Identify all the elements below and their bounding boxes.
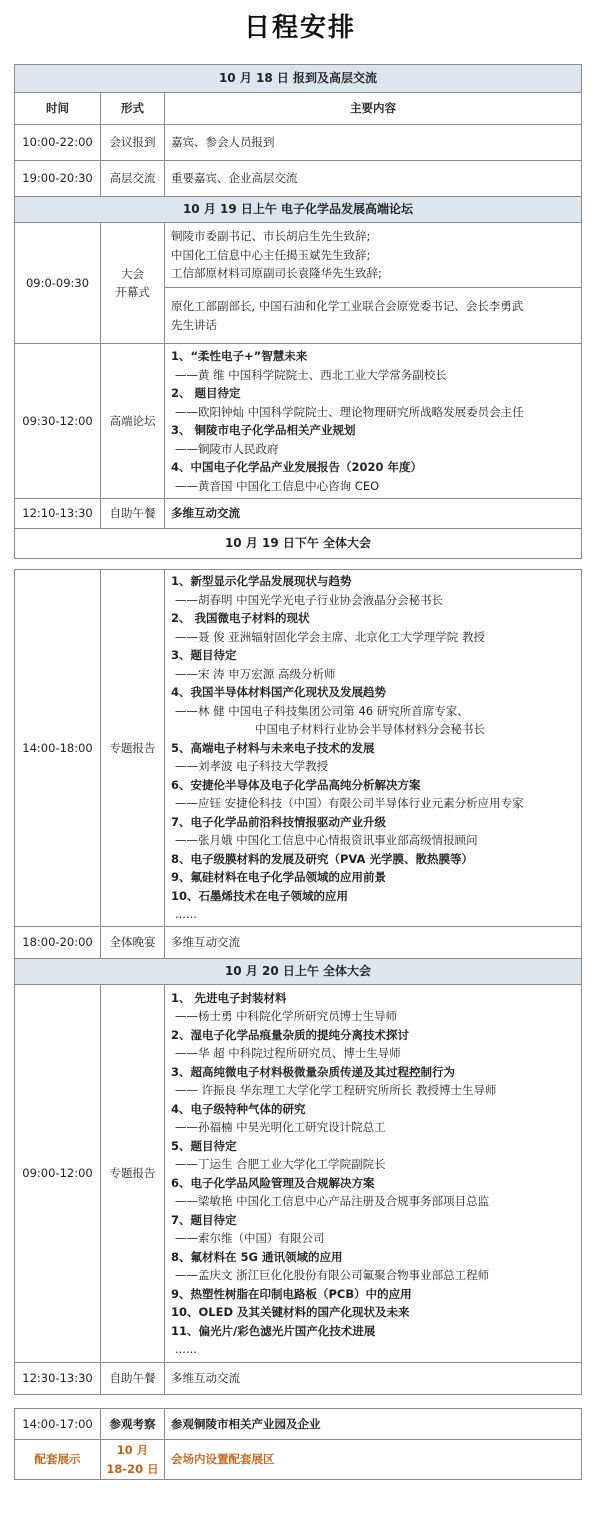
row-time: 09:00-12:00 xyxy=(15,985,101,1363)
table-row xyxy=(15,1363,582,1395)
topic-line: 2、 我国微电子材料的现状 xyxy=(171,611,310,626)
day-band-oct19-pm xyxy=(15,529,582,559)
date-line: 10 月 xyxy=(116,1443,149,1457)
row-content: 嘉宾、参会人员报到 xyxy=(165,125,582,161)
speech-line: 工信部原材料司原副司长袁隆华先生致辞; xyxy=(171,266,382,281)
row-content xyxy=(165,570,582,927)
row-type: 全体晚宴 xyxy=(101,927,165,959)
topic-line: 10、石墨烯技术在电子领域的应用 xyxy=(171,888,349,903)
day-band-label: 10 月 20 日上午 全体大会 xyxy=(15,959,582,985)
speech-line: 铜陵市委副书记、市长胡启生先生致辞; xyxy=(171,229,371,244)
table-row xyxy=(15,985,582,1363)
table-row xyxy=(15,927,582,959)
row-time: 19:00-20:30 xyxy=(15,161,101,197)
speaker-line: ——刘孝波 电子科技大学教授 xyxy=(175,759,329,774)
table-row xyxy=(15,161,582,197)
table-row xyxy=(15,1409,582,1440)
day-band-oct20-am xyxy=(15,959,582,985)
day-band-oct19-am xyxy=(15,197,582,223)
row-type: 专题报告 xyxy=(101,570,165,927)
day-band-label: 10 月 19 日上午 电子化学品发展高端论坛 xyxy=(15,197,582,223)
row-content: 多维互动交流 xyxy=(165,927,582,959)
topic-line: 3、超高纯微电子材料极微量杂质传递及其过程控制行为 xyxy=(171,1064,455,1079)
row-type: 自助午餐 xyxy=(101,1363,165,1395)
speaker-line: ——孟庆文 浙江巨化化股份有限公司氟聚合物事业部总工程师 xyxy=(175,1268,490,1282)
header-content: 主要内容 xyxy=(165,93,582,125)
day-band-oct18 xyxy=(15,65,582,93)
table-row xyxy=(15,570,582,927)
table-row xyxy=(15,1440,582,1480)
table-row xyxy=(15,499,582,529)
row-time: 10:00-22:00 xyxy=(15,125,101,161)
ellipsis-line: ...... xyxy=(175,1342,197,1356)
table-header xyxy=(15,93,582,125)
topic-line: 6、电子化学品风险管理及合规解决方案 xyxy=(171,1175,375,1190)
row-type xyxy=(101,223,165,344)
talk-line: 原化工部副部长, 中国石油和化学工业联合会原党委书记、会长李勇武 xyxy=(171,299,524,313)
speaker-line: ——梁敏艳 中国化工信息中心产品注册及合规事务部项目总监 xyxy=(175,1194,490,1208)
row-time: 14:00-18:00 xyxy=(15,570,101,927)
speaker-line: ——丁运生 合肥工业大学化工学院副院长 xyxy=(175,1157,386,1171)
speaker-line: ——应钰 安捷伦科技（中国）有限公司半导体行业元素分析应用专家 xyxy=(175,796,524,811)
table-row xyxy=(15,125,582,161)
topic-line: 1、新型显示化学品发展现状与趋势 xyxy=(171,574,352,589)
row-type: 参观考察 xyxy=(101,1409,165,1440)
speaker-line: ——铜陵市人民政府 xyxy=(175,441,279,456)
topic-line: 2、湿电子化学品痕量杂质的提纯分离技术探讨 xyxy=(171,1027,409,1042)
topic-line: 8、电子级膜材料的发展及研究（PVA 光学膜、散热膜等） xyxy=(171,851,473,866)
topic-line: 6、安捷伦半导体及电子化学品高纯分析解决方案 xyxy=(171,777,421,792)
speaker-line: ——孙福楠 中昊光明化工研究设计院总工 xyxy=(175,1120,386,1134)
topic-line: 4、我国半导体材料国产化现状及发展趋势 xyxy=(171,685,386,700)
topic-line: 2、 题目待定 xyxy=(171,386,241,400)
row-content: 多维互动交流 xyxy=(165,499,582,529)
row-content xyxy=(165,223,582,344)
table-row xyxy=(15,223,582,344)
speaker-line: ——欧阳钟灿 中国科学院院士、理论物理研究所战略发展委员会主任 xyxy=(175,404,524,419)
speaker-line: —— 许振良 华东理工大学化学工程研究所所长 教授博士生导师 xyxy=(175,1083,497,1097)
row-spacer xyxy=(15,1395,582,1409)
row-type: 高层交流 xyxy=(101,161,165,197)
topic-line: 7、题目待定 xyxy=(171,1212,237,1227)
topic-line: 4、中国电子化学品产业发展报告（2020 年度） xyxy=(171,460,423,474)
speaker-line: ——胡春明 中国光学光电子行业协会液晶分会秘书长 xyxy=(175,592,444,607)
speaker-line: ——索尔维（中国）有限公司 xyxy=(175,1231,325,1245)
topic-line: 7、电子化学品前沿科技情报驱动产业升级 xyxy=(171,814,386,829)
row-content xyxy=(165,985,582,1363)
type-line: 开幕式 xyxy=(115,285,150,299)
speaker-line: ——黄音国 中国化工信息中心咨询 CEO xyxy=(175,478,380,493)
topic-line: 5、题目待定 xyxy=(171,1138,237,1153)
day-band-label: 10 月 19 日下午 全体大会 xyxy=(15,529,582,559)
topic-line: 11、偏光片/彩色滤光片国产化技术进展 xyxy=(171,1323,376,1338)
topic-line: 1、“柔性电子+”智慧未来 xyxy=(171,349,308,363)
row-content: 参观铜陵市相关产业园及企业 xyxy=(165,1409,582,1440)
speaker-line: ——宋 涛 申万宏源 高级分析师 xyxy=(175,666,336,681)
row-content: 重要嘉宾、企业高层交流 xyxy=(165,161,582,197)
page-title: 日程安排 xyxy=(243,12,356,43)
topic-line: 1、 先进电子封装材料 xyxy=(171,990,287,1005)
date-line: 18-20 日 xyxy=(106,1461,159,1476)
row-time: 18:00-20:00 xyxy=(15,927,101,959)
topic-line: 3、题目待定 xyxy=(171,648,237,663)
topic-line: 3、 铜陵市电子化学品相关产业规划 xyxy=(171,423,356,437)
spacer xyxy=(15,559,582,570)
speaker-line: 中国电子材料行业协会半导体材料分会秘书长 xyxy=(255,722,485,737)
schedule-table xyxy=(14,64,582,1480)
row-time: 09:0-09:30 xyxy=(15,223,101,344)
row-content: 多维互动交流 xyxy=(165,1363,582,1395)
topic-line: 9、热塑性树脂在印制电路板（PCB）中的应用 xyxy=(171,1286,412,1301)
speech-line: 中国化工信息中心主任揭玉斌先生致辞; xyxy=(171,247,371,262)
talk-line: 先生讲话 xyxy=(171,317,217,332)
topic-line: 8、氟材料在 5G 通讯领域的应用 xyxy=(171,1249,343,1264)
row-time: 12:10-13:30 xyxy=(15,499,101,529)
row-type: 专题报告 xyxy=(101,985,165,1363)
row-spacer xyxy=(15,559,582,570)
type-line: 大会 xyxy=(121,266,144,281)
topic-line: 4、电子级特种气体的研究 xyxy=(171,1101,306,1116)
row-type: 会议报到 xyxy=(101,125,165,161)
exhibit-label: 配套展示 xyxy=(15,1440,101,1480)
ellipsis-line: ...... xyxy=(175,907,197,922)
header-time: 时间 xyxy=(15,93,101,125)
row-time: 12:30-13:30 xyxy=(15,1363,101,1395)
row-content: 会场内设置配套展区 xyxy=(165,1440,582,1480)
row-type: 自助午餐 xyxy=(101,499,165,529)
table-row xyxy=(15,344,582,499)
spacer xyxy=(15,1395,582,1409)
row-type: 高端论坛 xyxy=(101,344,165,499)
row-time: 09:30-12:00 xyxy=(15,344,101,499)
speaker-line: ——张月娥 中国化工信息中心情报资讯事业部高级情报顾问 xyxy=(175,833,478,848)
header-type: 形式 xyxy=(101,93,165,125)
exhibit-date xyxy=(101,1440,165,1480)
topic-line: 5、高端电子材料与未来电子技术的发展 xyxy=(171,740,375,755)
topic-line: 9、氟硅材料在电子化学品领域的应用前景 xyxy=(171,870,386,885)
day-band-label: 10 月 18 日 报到及高层交流 xyxy=(15,65,582,93)
speaker-line: ——林 健 中国电子科技集团公司第 46 研究所首席专家、 xyxy=(175,703,469,718)
speaker-line: ——黄 维 中国科学院院士、西北工业大学常务副校长 xyxy=(175,367,447,382)
topic-line: 10、OLED 及其关键材料的国产化现状及未来 xyxy=(171,1305,410,1319)
row-content xyxy=(165,344,582,499)
row-time: 14:00-17:00 xyxy=(15,1409,101,1440)
speaker-line: ——杨士勇 中科院化学所研究员博士生导师 xyxy=(175,1009,398,1023)
speaker-line: ——聂 俊 亚洲辐射固化学会主席、北京化工大学理学院 教授 xyxy=(175,629,485,644)
speaker-line: ——华 超 中科院过程所研究员、博士生导师 xyxy=(175,1046,401,1060)
